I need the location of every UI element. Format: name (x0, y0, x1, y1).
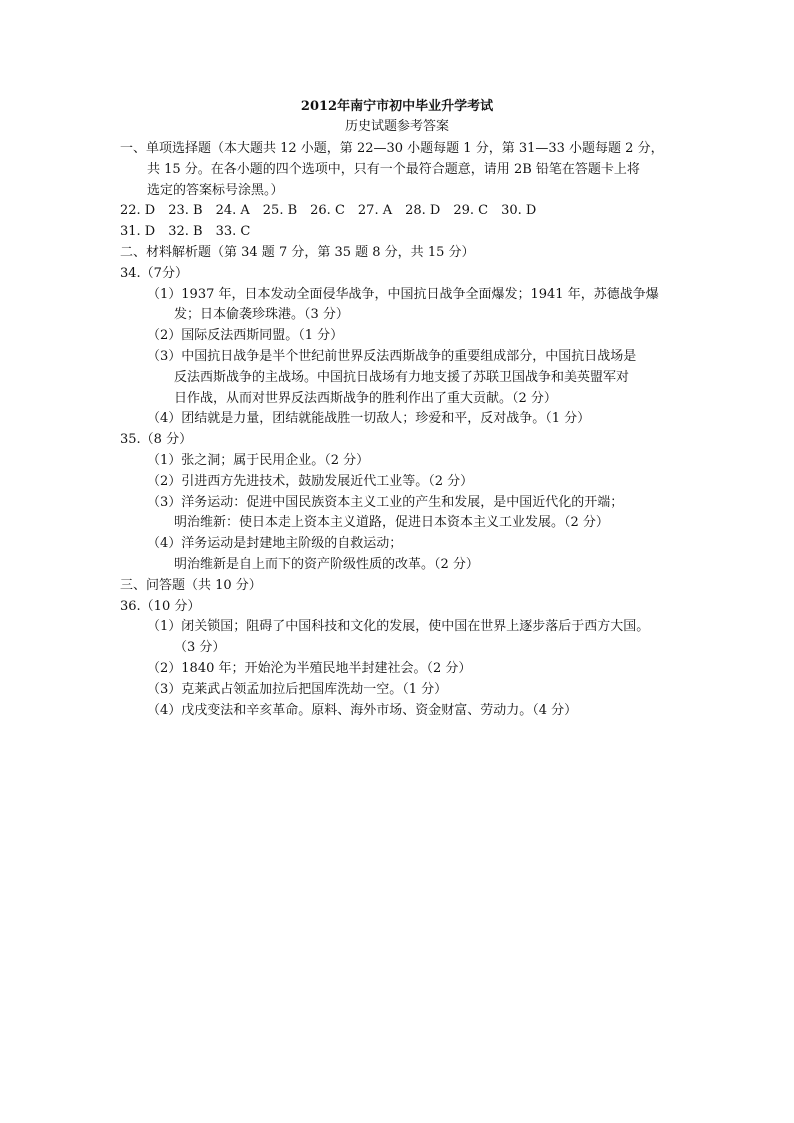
answer-line: （3 分） (174, 640, 226, 656)
document-subtitle: 历史试题参考答案 (344, 119, 449, 134)
answer-line: （4）团结就是力量，团结就能战胜一切敌人；珍爱和平，反对战争。（1 分） (147, 411, 591, 427)
answer-line: 日作战，从而对世界反法西斯战争的胜利作出了重大贡献。（2 分） (174, 390, 557, 406)
answer-line: （2）国际反法西斯同盟。（1 分） (147, 328, 344, 344)
answer-line: （4）洋务运动是封建地主阶级的自救运动； (147, 536, 403, 552)
answer-line: （2）引进西方先进技术，鼓励发展近代工业等。（2 分） (147, 473, 474, 489)
answer-line: （3）洋务运动：促进中国民族资本主义工业的产生和发展，是中国近代化的开端； (147, 494, 624, 510)
document-title: 2012年南宁市初中毕业升学考试 (300, 99, 494, 114)
answer-line: （1）1937 年，日本发动全面侵华战争，中国抗日战争全面爆发；1941 年，苏德战争爆 (147, 286, 659, 302)
answer-line: 发；日本偷袭珍珠港。（3 分） (174, 307, 349, 323)
answer-line: （4）戊戌变法和辛亥革命。原料、海外市场、资金财富、劳动力。（4 分） (147, 702, 578, 718)
answer-line: （1）闭关锁国；阻碍了中国科技和文化的发展，使中国在世界上逐步落后于西方大国。 (147, 619, 650, 635)
answer-line: 共 15 分。在各小题的四个选项中，只有一个最符合题意，请用 2B 铅笔在答题卡上将 (147, 161, 640, 177)
answer-line: 34.（7分） (120, 265, 188, 281)
answer-line: （3）中国抗日战争是半个世纪前世界反法西斯战争的重要组成部分，中国抗日战场是 (147, 349, 637, 364)
answer-line: 31. D 32. B 33. C (120, 224, 251, 240)
answer-line: 二、材料解析题（第 34 题 7 分，第 35 题 8 分，共 15 分） (120, 245, 475, 260)
answer-line: 一、单项选择题（本大题共 12 小题，第 22—30 小题每题 1 分，第 31—33 小题每题 2 分， (120, 141, 664, 156)
answer-line: （2）1840 年；开始沦为半殖民地半封建社会。（2 分） (147, 661, 472, 676)
answer-line: 22. D 23. B 24. A 25. B 26. C 27. A 28. D 29. C 30. D (120, 203, 537, 219)
answer-line: 35.（8 分） (120, 432, 193, 448)
answer-line: 选定的答案标号涂黑。） (147, 182, 284, 198)
answer-line: 36.（10 分） (120, 598, 201, 614)
answer-line: （1）张之洞；属于民用企业。（2 分） (147, 453, 370, 468)
answer-line: （3）克莱武占领孟加拉后把国库洗劫一空。（1 分） (147, 681, 448, 697)
answer-line: 明治维新：使日本走上资本主义道路，促进日本资本主义工业发展。（2 分） (174, 515, 609, 531)
answer-line: 明治维新是自上而下的资产阶级性质的改革。（2 分） (174, 557, 479, 572)
answer-line: 反法西斯战争的主战场。中国抗日战场有力地支援了苏联卫国战争和美英盟军对 (174, 369, 630, 385)
answer-line: 三、问答题（共 10 分） (120, 577, 262, 593)
